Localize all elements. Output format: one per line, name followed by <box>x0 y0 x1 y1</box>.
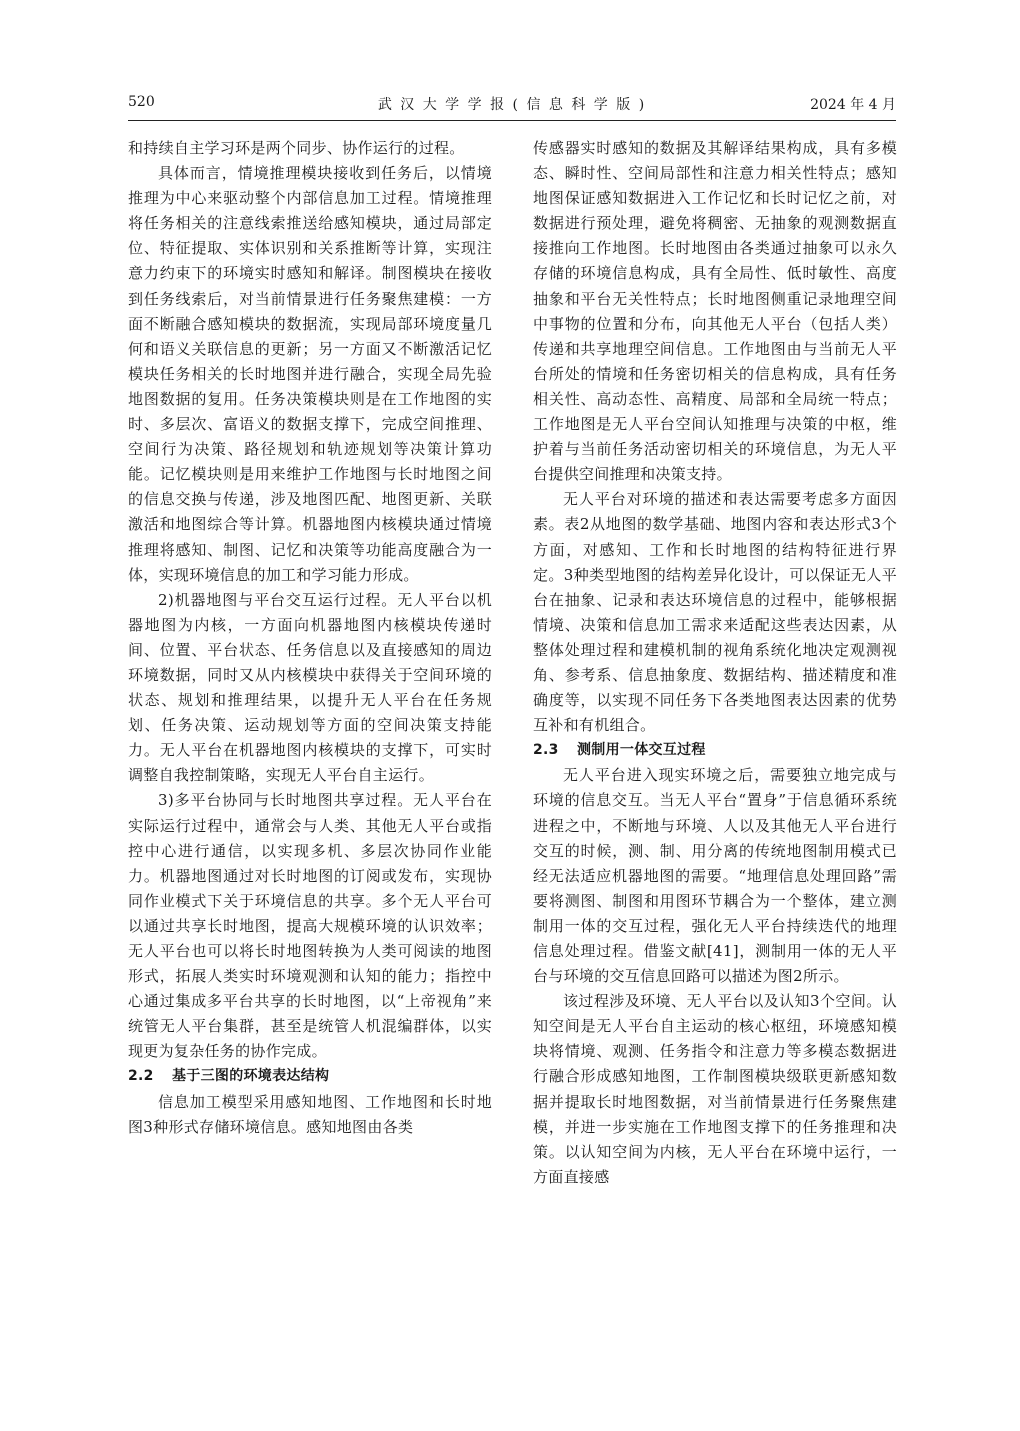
issue-date: 2024 年 4 月 <box>810 97 896 113</box>
right-column <box>533 136 897 1190</box>
paragraph: 无人平台对环境的描述和表达需要考虑多方面因素。表2从地图的数学基础、地图内容和表达形式3个方面，对感知、工作和长时地图的结构特征进行界定。3种类型地图的结构差异化设计，可以保证无人平台在抽象、记录和表达环境信息的过程中，能够根据情境、决策和信息加工需求来适配这些表达因素，从整体处理过程和建模机制的视角系统化地决定观测视角、参考系、信息抽象度、数据结构、描述精度和准确度等，以实现不同任务下各类地图表达因素的优势互补和有机组合。 <box>533 490 897 735</box>
left-column <box>128 136 492 1140</box>
section-number: 2.2 <box>128 1068 154 1085</box>
paragraph: 传感器实时感知的数据及其解译结果构成，具有多模态、瞬时性、空间局部性和注意力相关性特点；感知地图保证感知数据进入工作记忆和长时记忆之前，对数据进行预处理，避免将稠密、无抽象的观测数据直接推向工作地图。长时地图由各类通过抽象可以永久存储的环境信息构成，具有全局性、低时敏性、高度抽象和平台无关性特点；长时地图侧重记录地理空间中事物的位置和分布，向其他无人平台（包括人类）传递和共享地理空间信息。工作地图由与当前无人平台所处的情境和任务密切相关的信息构成，具有任务相关性、高动态性、高精度、局部和全局统一特点；工作地图是无人平台空间认知推理与决策的中枢，维护着与当前任务活动密切相关的环境信息，为无人平台提供空间推理和决策支持。 <box>533 139 897 484</box>
section-heading-2-2 <box>128 1064 492 1089</box>
page-number: 520 <box>128 94 155 110</box>
section-number: 2.3 <box>533 742 559 759</box>
section-title: 测制用一体交互过程 <box>577 742 706 759</box>
section-heading-2-3 <box>533 738 897 763</box>
paragraph: 信息加工模型采用感知地图、工作地图和长时地图3种形式存储环境信息。感知地图由各类 <box>128 1092 492 1136</box>
paragraph: 3)多平台协同与长时地图共享过程。无人平台在实际运行过程中，通常会与人类、其他无人平台或指控中心进行通信，以实现多机、多层次协同作业能力。机器地图通过对长时地图的订阅或发布，实现协同作业模式下关于环境信息的共享。多个无人平台可以通过共享长时地图，提高大规模环境的认识效率；无人平台也可以将长时地图转换为人类可阅读的地图形式，拓展人类实时环境观测和认知的能力；指控中心通过集成多平台共享的长时地图，以“上帝视角”来统管无人平台集群，甚至是统管人机混编群体，以实现更为复杂任务的协作完成。 <box>128 791 492 1061</box>
paragraph: 2)机器地图与平台交互运行过程。无人平台以机器地图为内核，一方面向机器地图内核模块传递时间、位置、平台状态、任务信息以及直接感知的周边环境数据，同时又从内核模块中获得关于空间环境的状态、规划和推理结果，以提升无人平台在任务规划、任务决策、运动规划等方面的空间决策支持能力。无人平台在机器地图内核模块的支撑下，可实时调整自我控制策略，实现无人平台自主运行。 <box>128 590 492 785</box>
paragraph: 具体而言，情境推理模块接收到任务后，以情境推理为中心来驱动整个内部信息加工过程。情境推理将任务相关的注意线索推送给感知模块，通过局部定位、特征提取、实体识别和关系推断等计算，实现注意力约束下的环境实时感知和解译。制图模块在接收到任务线索后，对当前情景进行任务聚焦建模：一方面不断融合感知模块的数据流，实现局部环境度量几何和语义关联信息的更新；另一方面又不断激活记忆模块任务相关的长时地图并进行融合，实现全局先验地图数据的复用。任务决策模块则是在工作地图的实时、多层次、富语义的数据支撑下，完成空间推理、空间行为决策、路径规划和轨迹规划等决策计算功能。记忆模块则是用来维护工作地图与长时地图之间的信息交换与传递，涉及地图匹配、地图更新、关联激活和地图综合等计算。机器地图内核模块通过情境推理将感知、制图、记忆和决策等功能高度融合为一体，实现环境信息的加工和学习能力形成。 <box>128 164 492 584</box>
journal-title: 武 汉 大 学 学 报 ( 信 息 科 学 版 ) <box>377 97 647 113</box>
page-header <box>128 94 896 118</box>
paragraph: 该过程涉及环境、无人平台以及认知3个空间。认知空间是无人平台自主运动的核心枢纽，环境感知模块将情境、观测、任务指令和注意力等多模态数据进行融合形成感知地图，工作制图模块级联更新感知数据并提取长时地图数据，对当前情景进行任务聚焦建模，并进一步实施在工作地图支撑下的任务推理和决策。以认知空间为内核，无人平台在环境中运行，一方面直接感 <box>533 992 897 1186</box>
section-title: 基于三图的环境表达结构 <box>172 1068 330 1085</box>
header-rule <box>128 120 896 121</box>
paragraph: 和持续自主学习环是两个同步、协作运行的过程。 <box>128 139 465 157</box>
paragraph: 无人平台进入现实环境之后，需要独立地完成与环境的信息交互。当无人平台“置身”于信息循环系统进程之中，不断地与环境、人以及其他无人平台进行交互的时候，测、制、用分离的传统地图制用模式已经无法适应机器地图的需要。“地理信息处理回路”需要将测图、制图和用图环节耦合为一个整体，建立测制用一体的交互过程，强化无人平台持续迭代的地理信息处理过程。借鉴文献[41]，测制用一体的无人平台与环境的交互信息回路可以描述为图2所示。 <box>533 766 897 986</box>
